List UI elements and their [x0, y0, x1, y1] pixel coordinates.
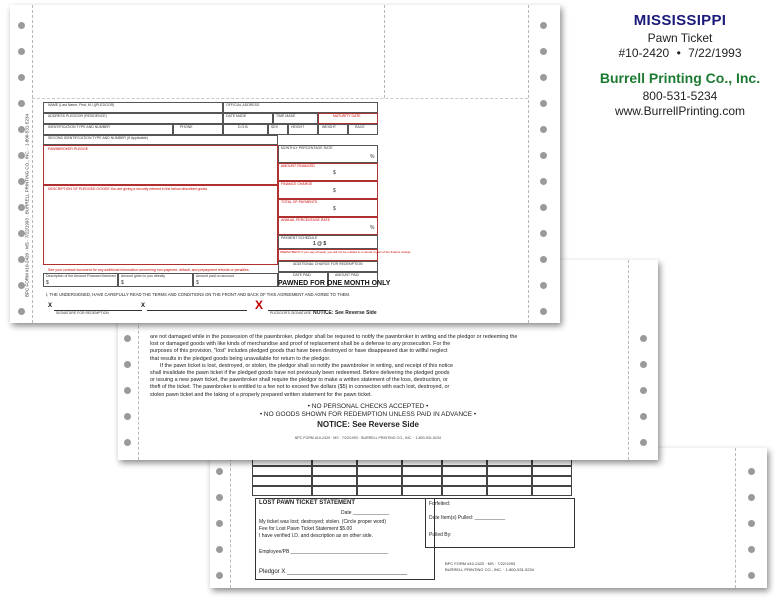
left-perforation — [32, 5, 33, 323]
sprocket-hole — [640, 439, 647, 446]
company-phone: 800-531-5234 — [642, 89, 718, 103]
dollar-sign: $ — [121, 280, 124, 286]
sprocket-hole — [540, 204, 547, 211]
address-label: ADDRESS PLEDGOR (RESIDENCE) — [48, 114, 107, 118]
description-cell[interactable] — [43, 185, 278, 265]
percent-sign: % — [370, 154, 375, 160]
pledgor-line: Pledgor X ____________________________________ — [259, 569, 408, 575]
total-payments-label: TOTAL OF PAYMENTS — [281, 200, 318, 204]
prepayment-label: PREPAYMENT: If you pay off early, you will not be entitled to a refund of part of the finance charge. — [280, 250, 412, 254]
sprocket-hole — [640, 361, 647, 368]
pawnbroker-cell[interactable] — [43, 145, 278, 185]
side-form-text: BPC FORM #10-2420 · MS · 7/22/1993 · BURRELL PRINTING CO., INC. · 1-800-531-5234 — [24, 114, 30, 297]
sprocket-hole — [124, 387, 131, 394]
sprocket-hole — [216, 546, 223, 553]
sprocket-hole — [124, 439, 131, 446]
additional-charge-label: ADDITIONAL CHARGE FOR REDEMPTION — [293, 262, 363, 266]
itemized-label: Description of the Amount Financed Itemized — [46, 274, 116, 278]
terms-line: If the pawn ticket is lost, destroyed, or stolen, the pledgor shall so notify the pawnbroker in writing, and receipt of this notice — [160, 362, 454, 369]
date-made-label: DATE MADE — [226, 114, 247, 118]
right-perforation — [528, 5, 529, 323]
pulled-by-label: Pulled By: — [429, 532, 452, 538]
lost-ticket-line: My ticket was lost; destroyed; stolen. (Circle proper word) — [259, 519, 386, 525]
sprocket-hole — [216, 494, 223, 501]
dollar-sign: $ — [46, 280, 49, 286]
payment-schedule-label: PAYMENT SCHEDULE — [281, 236, 318, 240]
form-date: 7/22/1993 — [688, 46, 742, 60]
right-perforation — [628, 260, 629, 460]
reverse-side-notice: NOTICE: See Reverse Side — [317, 420, 419, 429]
sprocket-hole — [540, 126, 547, 133]
sprocket-hole — [18, 308, 25, 315]
sprocket-hole — [748, 520, 755, 527]
header-block — [590, 12, 770, 118]
sprocket-hole — [540, 152, 547, 159]
middle-perforation — [384, 5, 385, 98]
sprocket-hole — [18, 48, 25, 55]
sprocket-hole — [540, 308, 547, 315]
no-goods-notice: • NO GOODS SHOWN FOR REDEMPTION UNLESS PAID IN ADVANCE • — [259, 411, 477, 418]
sprocket-hole — [540, 178, 547, 185]
terms-line: stolen pawn ticket and the taking of a properly prepared written statement for the pawn ticket. — [150, 391, 373, 398]
identification-label: IDENTIFICATION TYPE AND NUMBER — [48, 125, 110, 129]
record-grid — [252, 456, 572, 496]
height-label: HEIGHT — [291, 125, 305, 129]
date-pulled-label: Date Item(s) Pulled: ___________ — [429, 515, 506, 521]
see-contract-note: See your contract document for any additional information concerning non-payment, default, and prepayment refunds or penalties. — [48, 268, 250, 272]
sprocket-hole — [540, 74, 547, 81]
sprocket-hole — [124, 335, 131, 342]
percent-sign: % — [370, 225, 375, 231]
maturity-date-label: MATURITY DATE — [333, 114, 361, 118]
right-perforation — [735, 448, 736, 588]
sprocket-hole — [540, 48, 547, 55]
state-title: MISSISSIPPI — [633, 12, 727, 29]
terms-line: lost or damaged goods with like kinds of merchandise and proof of replacement shall be a defense to any prosecution. For the — [150, 341, 451, 348]
dollar-sign: $ — [196, 280, 199, 286]
form-number: #10-2420 — [618, 46, 670, 60]
official-address-label: OFFICIAL ADDRESS — [226, 103, 260, 107]
left-perforation — [230, 448, 231, 588]
lost-ticket-title: LOST PAWN TICKET STATEMENT — [259, 500, 355, 506]
sprocket-hole — [216, 572, 223, 579]
pawned-banner: PAWNED FOR ONE MONTH ONLY — [278, 280, 391, 287]
sprocket-hole — [216, 520, 223, 527]
monthly-rate-label: MONTHLY PERCENTAGE RATE — [281, 146, 333, 150]
lost-ticket-box — [255, 498, 435, 580]
pledgor-signature-label: PLEDGOR'S SIGNATURE — [270, 311, 312, 315]
company-name: Burrell Printing Co., Inc. — [599, 70, 761, 86]
terms-paragraph — [150, 334, 580, 399]
paid-on-account-label: Amount paid on account — [196, 274, 234, 278]
sprocket-hole — [748, 494, 755, 501]
form-number-line — [590, 46, 770, 60]
sheet1-notice: NOTICE: See Reverse Side — [313, 310, 377, 316]
sprocket-hole — [124, 361, 131, 368]
payment-value: 1 @ $ — [313, 241, 327, 247]
phone-label: PHONE — [180, 125, 193, 129]
finance-charge-label: FINANCE CHARGE — [281, 182, 313, 186]
horizontal-perforation — [32, 98, 528, 99]
lost-verified-line: I have verified I.D. and description as on other side. — [259, 533, 373, 539]
employee-line: Employee/PB ___________________________________ — [259, 549, 389, 555]
sprocket-hole — [748, 572, 755, 579]
forfeited-box — [425, 498, 575, 548]
sheet3-footer-1: BPC FORM #10-2420 · MS · 7/22/1993 — [445, 561, 516, 566]
sprocket-hole — [540, 256, 547, 263]
acknowledgment: I, THE UNDERSIGNED, HAVE CAREFULLY READ THE TERMS AND CONDITIONS ON THE FRONT AND BACK OF THIS AGREEMENT AND AGREE TO THEM. — [46, 292, 351, 297]
sprocket-hole — [18, 74, 25, 81]
sprocket-hole — [540, 100, 547, 107]
product-name: Pawn Ticket — [647, 31, 713, 45]
pledgor-name-label: NAME (Last Name, First, M.I.)(PLEDGOR) — [48, 103, 115, 107]
sprocket-hole — [640, 413, 647, 420]
company-website: www.BurrellPrinting.com — [614, 104, 746, 118]
lost-fee-line: Fee for Lost Pawn Ticket Statement $5.00 — [259, 526, 353, 532]
terms-line: purposes of this provision, "lost" includes pledged goods that have been destroyed or have disappeared due to willful neglect — [150, 348, 448, 355]
sprocket-hole — [640, 335, 647, 342]
terms-line: or issuing a new pawn ticket, the pawnbroker shall require the pledgor to make a written statement of the loss, destruction, or — [150, 377, 448, 384]
weight-label: WEIGHT — [322, 125, 336, 129]
sheet3-footer-2: BURRELL PRINTING CO., INC. · 1-800-531-5234 — [445, 567, 534, 572]
given-directly-label: Amount given to you directly — [121, 274, 165, 278]
pledgor-line-mid[interactable] — [147, 310, 247, 311]
sprocket-hole — [748, 468, 755, 475]
dollar-sign: $ — [333, 206, 336, 212]
x-mark-pledgor-red: X — [255, 298, 264, 312]
amount-financed-label: AMOUNT FINANCED — [281, 164, 315, 168]
terms-line: are not damaged while in the possession of the pawnbroker, pledgor shall be required to notify the pawnbroker in writing and the pledgor or redeeming the — [150, 334, 518, 340]
amount-paid-label: AMOUNT PAID — [335, 273, 359, 277]
sprocket-hole — [640, 387, 647, 394]
sheet2-footer: BPC FORM #10-2420 · MS · 7/22/1993 · BURRELL PRINTING CO., INC. · 1-800-531-5234 — [294, 436, 442, 440]
sprocket-hole — [18, 100, 25, 107]
terms-line: shall invalidate the pawn ticket if the pledged goods have not previously been redeemed. Before delivering the pledged goods — [150, 370, 450, 377]
time-made-label: TIME MADE — [276, 114, 296, 118]
pawnbroker-label: PAWNBROKER PLEDGE — [48, 147, 89, 151]
sprocket-hole — [18, 22, 25, 29]
x-mark-redemption: X — [48, 303, 53, 309]
terms-line: theft of the ticket. The pawnbroker is entitled to a fee not to exceed five dollars ($5) in connection with each lost, destroyed, or — [150, 384, 450, 391]
sprocket-hole — [540, 282, 547, 289]
date-paid-label: DATE PAID — [293, 273, 311, 277]
description-label: DESCRIPTION OF PLEDGED GOODS You are giving a security interest in the below described goods — [48, 187, 208, 191]
dob-label: D.O.B. — [238, 125, 249, 129]
forfeited-label: Forfeited: — [429, 501, 451, 507]
bullet-separator: • — [676, 46, 681, 60]
lost-date-line: Date _____________ — [341, 510, 390, 516]
sheet-1-front — [10, 5, 560, 323]
sprocket-hole — [216, 468, 223, 475]
x-mark-pledgor-black: X — [141, 303, 146, 309]
sprocket-hole — [540, 230, 547, 237]
race-label: RACE — [355, 125, 365, 129]
terms-line: that results in the pledged goods being unavailable for return to the pledgor. — [150, 355, 331, 362]
redemption-signature-label: SIGNATURE FOR REDEMPTION — [56, 311, 109, 315]
dollar-sign: $ — [333, 170, 336, 176]
sprocket-hole — [540, 22, 547, 29]
sex-label: SEX — [271, 125, 279, 129]
sprocket-hole — [748, 546, 755, 553]
dollar-sign: $ — [333, 188, 336, 194]
second-id-label: SECOND IDENTIFICATION TYPE AND NUMBER (If Applicable) — [48, 136, 149, 140]
no-checks-notice: • NO PERSONAL CHECKS ACCEPTED • — [307, 403, 429, 410]
annual-rate-label: ANNUAL PERCENTAGE RATE — [281, 218, 330, 222]
sheet-3-back — [210, 448, 767, 588]
